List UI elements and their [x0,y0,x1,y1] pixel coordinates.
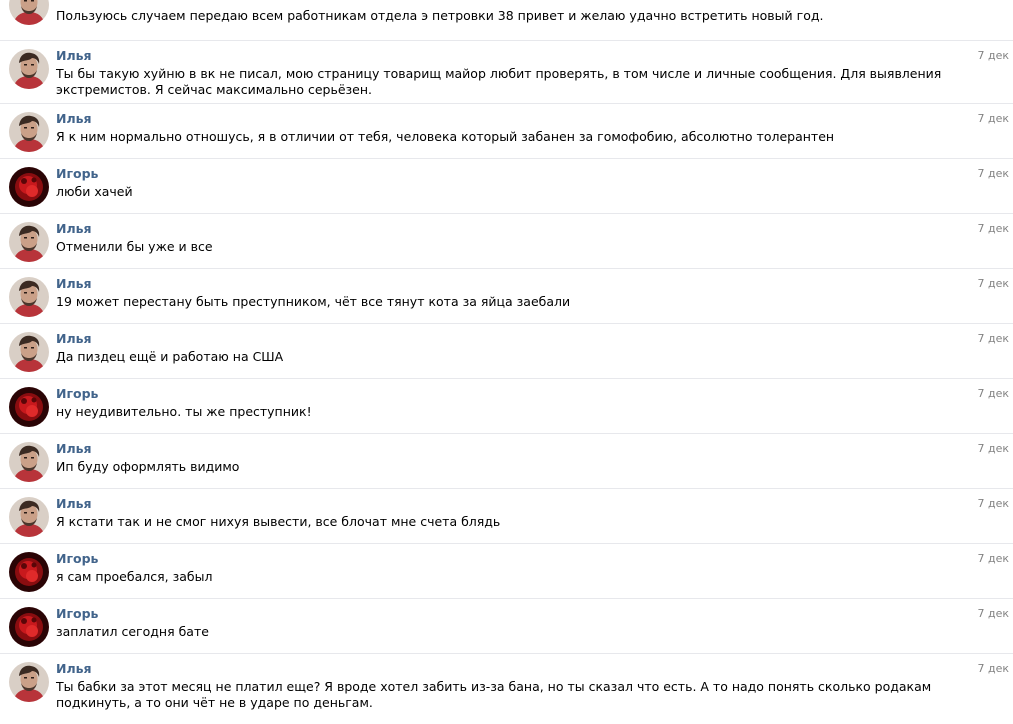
message-text: ну неудивительно. ты же преступник! [56,404,312,419]
message-row[interactable] [0,269,1013,324]
message-text: люби хачей [56,184,133,199]
igor-avatar[interactable] [9,387,49,427]
message-date[interactable]: 7 дек [977,49,1009,62]
message-text: Ты бы такую хуйню в вк не писал, мою страницу товарищ майор любит проверять, в том числе и личные сообщения. Для выявления экстремистов. Я сейчас максимально серьёзен. [56,66,942,97]
ilya-avatar[interactable] [9,49,49,89]
message-author[interactable]: Илья [56,331,92,346]
igor-avatar[interactable] [9,607,49,647]
message-row[interactable] [0,0,1013,41]
message-date[interactable]: 7 дек [977,607,1009,620]
message-date[interactable]: 7 дек [977,222,1009,235]
message-row[interactable] [0,324,1013,379]
ilya-avatar[interactable] [9,222,49,262]
message-date[interactable]: 7 дек [977,497,1009,510]
message-date[interactable]: 7 дек [977,662,1009,675]
message-row[interactable] [0,104,1013,159]
igor-avatar[interactable] [9,552,49,592]
message-author[interactable]: Илья [56,496,92,511]
message-row[interactable] [0,654,1013,724]
message-author[interactable]: Игорь [56,386,99,401]
ilya-avatar[interactable] [9,0,49,25]
message-row[interactable] [0,599,1013,654]
message-row[interactable] [0,159,1013,214]
message-row[interactable] [0,544,1013,599]
message-author[interactable]: Илья [56,661,92,676]
message-author[interactable]: Игорь [56,551,99,566]
message-date[interactable]: 7 дек [977,167,1009,180]
message-text: я сам проебался, забыл [56,569,213,584]
message-text: заплатил сегодня бате [56,624,209,639]
message-text: Ты бабки за этот месяц не платил еще? Я вроде хотел забить из-за бана, но ты сказал что есть. А то надо понять сколько родакам подкинуть, а то они чёт не в ударе по деньгам. [56,679,932,710]
ilya-avatar[interactable] [9,277,49,317]
message-text: Ип буду оформлять видимо [56,459,240,474]
message-date[interactable]: 7 дек [977,332,1009,345]
message-date[interactable]: 7 дек [977,552,1009,565]
message-author[interactable]: Илья [56,111,92,126]
message-text: Отменили бы уже и все [56,239,213,254]
message-author[interactable]: Илья [56,221,92,236]
message-author[interactable]: Илья [56,441,92,456]
igor-avatar[interactable] [9,167,49,207]
message-date[interactable]: 7 дек [977,277,1009,290]
message-row[interactable] [0,214,1013,269]
ilya-avatar[interactable] [9,662,49,702]
message-row[interactable] [0,41,1013,104]
ilya-avatar[interactable] [9,332,49,372]
message-row[interactable] [0,489,1013,544]
message-row[interactable] [0,434,1013,489]
message-row[interactable] [0,379,1013,434]
ilya-avatar[interactable] [9,442,49,482]
message-text: 19 может перестану быть преступником, чёт все тянут кота за яйца заебали [56,294,571,309]
message-text: Пользуюсь случаем передаю всем работникам отдела э петровки 38 привет и желаю удачно встретить новый год. [56,8,824,23]
message-author[interactable]: Илья [56,48,92,63]
message-date[interactable]: 7 дек [977,442,1009,455]
message-author[interactable]: Игорь [56,166,99,181]
ilya-avatar[interactable] [9,112,49,152]
message-text: Я кстати так и не смог нихуя вывести, все блочат мне счета блядь [56,514,501,529]
message-text: Я к ним нормально отношусь, я в отличии от тебя, человека который забанен за гомофобию, абсолютно толерантен [56,129,835,144]
message-text: Да пиздец ещё и работаю на США [56,349,284,364]
message-author[interactable]: Илья [56,276,92,291]
ilya-avatar[interactable] [9,497,49,537]
message-author[interactable]: Игорь [56,606,99,621]
message-date[interactable]: 7 дек [977,112,1009,125]
message-date[interactable]: 7 дек [977,387,1009,400]
